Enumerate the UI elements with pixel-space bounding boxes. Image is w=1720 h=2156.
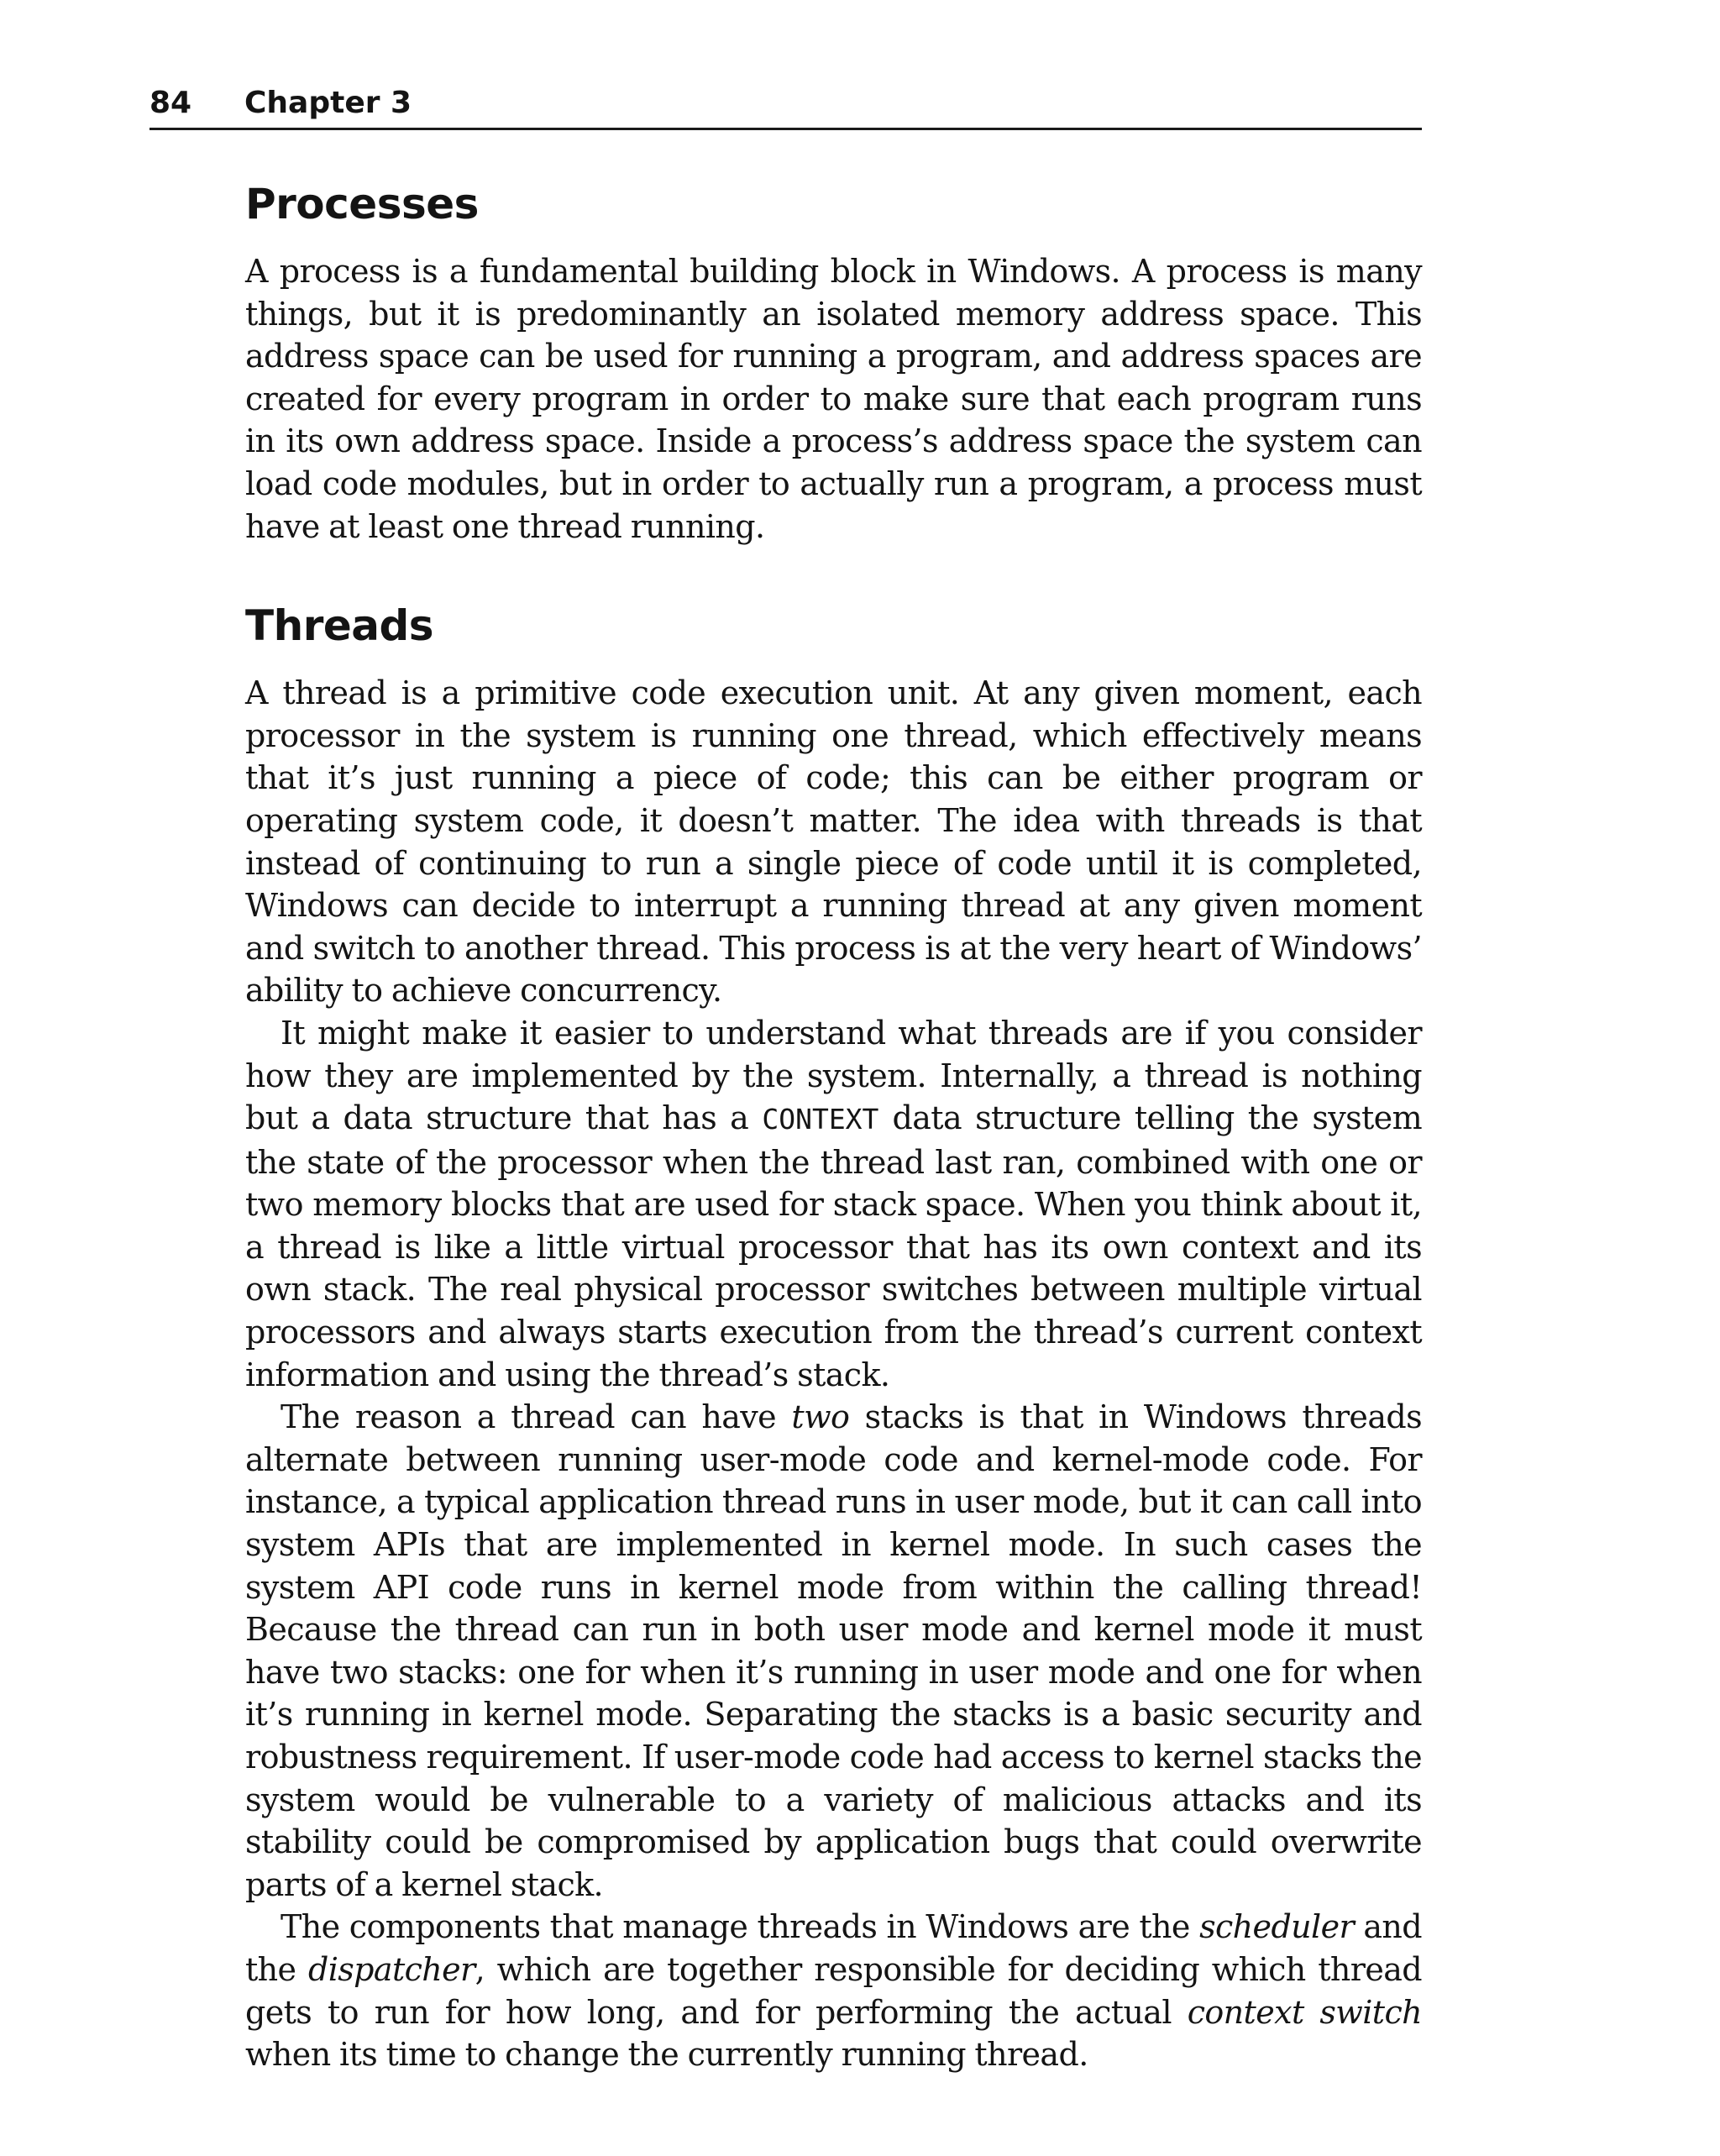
emphasis: dispatcher [307, 1950, 475, 1988]
text-run: stacks is that in Windows threads alternate between running user-mode code and kernel-mode code. For instance, a typical application thread runs in user mode, but it can call into system APIs that are implemented in kernel mode. In such cases the system API code runs in kernel mode from within the calling thread! Because the thread can run in both user mode and kernel mode it must have two stacks: one for when it’s running in user mode and one for when it’s running in kernel mode. Separating the stacks is a basic security and robustness requirement. If user-mode code had access to kernel stacks the system would be vulnerable to a variety of malicious attacks and its stability could be compromised by application bugs that could overwrite parts of a kernel stack. [245, 1398, 1422, 1903]
section-heading: Threads [245, 601, 434, 651]
text-run: , which are together responsible for deciding which thread gets to run for how long, and for performing the actual [245, 1950, 1422, 2031]
text-run: and the [245, 1908, 1422, 1988]
text-run: The components that manage threads in Windows are the [281, 1908, 1200, 1946]
emphasis: context switch [1187, 1993, 1423, 2031]
code-term: CONTEXT [762, 1103, 879, 1136]
paragraph: A process is a fundamental building block in Windows. A process is many things, but it is predominantly an isolated memory address space. This address space can be used for running a program, and address spaces are created for every program in order to make sure that each program runs in its own address space. Inside a process’s address space the system can load code modules, but in order to actually run a program, a process must have at least one thread running. [245, 253, 1422, 545]
text-run: when its time to change the currently running thread. [245, 2036, 1088, 2074]
paragraph [245, 1396, 1422, 1906]
section-heading: Processes [245, 180, 479, 228]
text-run: data structure telling the system the state of the processor when the thread last ran, combined with one or two memory blocks that are used for stack space. When you think about it, a thread is like a little virtual processor that has its own context and its own stack. The real physical processor switches between multiple virtual processors and always starts execution from the thread’s current context information and using the thread’s stack. [245, 1099, 1422, 1393]
emphasis: two [791, 1398, 850, 1436]
paragraph [245, 1012, 1422, 1396]
page-body [245, 176, 1422, 2076]
paragraph [245, 1906, 1422, 2075]
running-head [149, 82, 1422, 130]
chapter-title: Chapter 3 [244, 86, 412, 120]
page-number: 84 [149, 86, 192, 120]
section-threads [245, 598, 1422, 2076]
paragraph: A thread is a primitive code execution unit. At any given moment, each processor in the system is running one thread, which effectively means that it’s just running a piece of code; this can be either program or operating system code, it doesn’t matter. The idea with threads is that instead of continuing to run a single piece of code until it is completed, Windows can decide to interrupt a running thread at any given moment and switch to another thread. This process is at the very heart of Windows’ ability to achieve concurrency. [245, 674, 1422, 1010]
section-processes [245, 176, 1422, 548]
text-run: It might make it easier to understand what threads are if you consider how they are implemented by the system. Internally, a thread is nothing but a data structure that has a [245, 1014, 1422, 1137]
text-run: The reason a thread can have [281, 1398, 792, 1436]
emphasis: scheduler [1199, 1908, 1355, 1946]
